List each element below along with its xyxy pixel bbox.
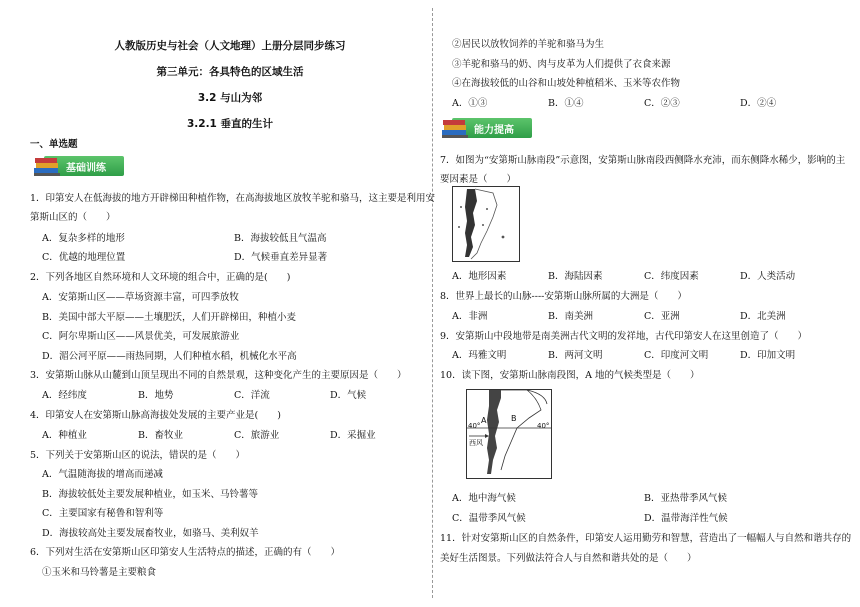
badge-label: 能力提高	[474, 125, 514, 136]
q5-stem: 5．下列关于安第斯山区的说法，错误的是（ ）	[30, 450, 246, 461]
q8-option-c[interactable]: C．亚洲	[644, 311, 680, 322]
q4-option-c[interactable]: C．旅游业	[234, 430, 280, 441]
q1-stem: 1．印第安人在低海拔的地方开辟梯田种植作物，在高海拔地区放牧羊驼和骆马，这主要是利用安	[30, 193, 436, 204]
q4-option-b[interactable]: B．畜牧业	[138, 430, 183, 441]
q2-option-d[interactable]: D．湄公河平原——雨热同期，人们种植水稻，机械化水平高	[42, 351, 297, 362]
q1-stem-cont: 第斯山区的（ ）	[30, 212, 116, 223]
q10-stem: 10．读下图，安第斯山脉南段图，A 地的气候类型是（ ）	[440, 370, 700, 381]
q6-statement-4: ④在海拔较低的山谷和山坡处种植稻米、玉米等农作物	[452, 78, 681, 89]
q7-option-b[interactable]: B．海陆因素	[548, 271, 603, 282]
document-title: 人教版历史与社会（人文地理）上册分层同步练习	[114, 40, 346, 52]
lesson-title: 3.2 与山为邻	[197, 92, 263, 104]
q1-option-d[interactable]: D．气候垂直差异显著	[234, 252, 328, 263]
q5-option-d[interactable]: D．海拔较高处主要发展畜牧业，如骆马、美利奴羊	[42, 528, 259, 539]
column-divider	[432, 8, 433, 598]
map-label-b: B	[511, 414, 517, 423]
q10-option-c[interactable]: C．温带季风气候	[452, 513, 526, 524]
south-andes-map-image	[453, 187, 519, 261]
andes-south-map-image	[467, 390, 551, 478]
q6-statement-1: ①玉米和马铃薯是主要粮食	[42, 567, 157, 578]
q5-option-c[interactable]: C．主要国家有秘鲁和智利等	[42, 508, 164, 519]
q2-option-b[interactable]: B．美国中部大平原——土壤肥沃，人们开辟梯田，种植小麦	[42, 312, 296, 323]
q9-stem: 9．安第斯山中段地带是南美洲古代文明的发祥地，古代印第安人在这里创造了（ ）	[440, 331, 808, 342]
q10-option-b[interactable]: B．亚热带季风气候	[644, 493, 727, 504]
unit-title: 第三单元：各具特色的区域生活	[156, 66, 304, 78]
q7-andes-map	[452, 186, 520, 262]
q7-option-d[interactable]: D．人类活动	[740, 271, 796, 282]
q4-stem: 4．印第安人在安第斯山脉高海拔处发展的主要产业是( )	[30, 410, 281, 421]
badge-label: 基础训练	[66, 163, 106, 174]
q5-option-a[interactable]: A．气温随海拔的增高而递减	[42, 469, 163, 480]
q1-option-c[interactable]: C．优越的地理位置	[42, 252, 126, 263]
map-label-a: A	[481, 416, 487, 425]
q6-option-c[interactable]: C．②③	[644, 98, 680, 109]
q9-option-b[interactable]: B．两河文明	[548, 350, 603, 361]
q3-option-c[interactable]: C．洋流	[234, 390, 270, 401]
q3-option-d[interactable]: D．气候	[330, 390, 367, 401]
q4-option-a[interactable]: A．种植业	[42, 430, 87, 441]
q2-stem: 2．下列各地区自然环境和人文环境的组合中，正确的是( )	[30, 272, 291, 283]
q9-option-c[interactable]: C．印度河文明	[644, 350, 709, 361]
map-latitude-left: 40°	[468, 422, 481, 430]
q11-stem: 11．针对安第斯山区的自然条件，印第安人运用勤劳和智慧，营造出了一幅幅人与自然和谐共存的	[440, 533, 852, 544]
q6-option-d[interactable]: D．②④	[740, 98, 777, 109]
q11-stem-cont: 美好生活图景。下列做法符合人与自然和谐共处的是（ ）	[440, 553, 697, 564]
q8-option-d[interactable]: D．北美洲	[740, 311, 786, 322]
q10-option-d[interactable]: D．温带海洋性气候	[644, 513, 728, 524]
basic-training-badge	[32, 152, 124, 178]
q6-stem: 6．下列对生活在安第斯山区印第安人生活特点的描述，正确的有（ ）	[30, 547, 341, 558]
map-latitude-right: 40°	[537, 422, 550, 430]
books-icon	[32, 152, 62, 178]
q1-option-b[interactable]: B．海拔较低且气温高	[234, 233, 327, 244]
q6-option-b[interactable]: B．①④	[548, 98, 584, 109]
q4-option-d[interactable]: D．采掘业	[330, 430, 376, 441]
q8-option-a[interactable]: A．非洲	[452, 311, 488, 322]
q10-andes-map	[466, 389, 552, 479]
q3-option-a[interactable]: A．经纬度	[42, 390, 87, 401]
q2-option-a[interactable]: A．安第斯山区——草场资源丰富，可四季放牧	[42, 292, 239, 303]
q8-option-b[interactable]: B．南美洲	[548, 311, 593, 322]
q9-option-d[interactable]: D．印加文明	[740, 350, 796, 361]
q5-option-b[interactable]: B．海拔较低处主要发展种植业，如玉米、马铃薯等	[42, 489, 258, 500]
q2-option-c[interactable]: C．阿尔卑斯山区——风景优美，可发展旅游业	[42, 331, 240, 342]
q7-option-c[interactable]: C．纬度因素	[644, 271, 699, 282]
section-title: 3.2.1 垂直的生计	[186, 118, 274, 130]
books-icon	[440, 114, 470, 140]
q1-option-a[interactable]: A．复杂多样的地形	[42, 233, 125, 244]
q6-option-a[interactable]: A．①③	[452, 98, 488, 109]
q3-stem: 3．安第斯山脉从山麓到山顶呈现出不同的自然景观，这种变化产生的主要原因是（ ）	[30, 370, 407, 381]
q7-option-a[interactable]: A．地形因素	[452, 271, 507, 282]
q8-stem: 8．世界上最长的山脉----安第斯山脉所属的大洲是（ ）	[440, 291, 687, 302]
q3-option-b[interactable]: B．地势	[138, 390, 174, 401]
map-westerly-label: 西风	[469, 439, 483, 447]
q6-statement-3: ③羊驼和骆马的奶、肉与皮革为人们提供了衣食来源	[452, 59, 671, 70]
ability-badge	[440, 114, 532, 140]
question-type-label: 一、单选题	[30, 139, 78, 150]
q7-stem: 7．如图为“安第斯山脉南段”示意图，安第斯山脉南段西侧降水充沛，而东侧降水稀少，影响的主	[440, 155, 846, 166]
q10-option-a[interactable]: A．地中海气候	[452, 493, 516, 504]
q6-statement-2: ②居民以放牧饲养的羊驼和骆马为生	[452, 39, 605, 50]
q9-option-a[interactable]: A．玛雅文明	[452, 350, 507, 361]
q7-stem-cont: 要因素是（ ）	[440, 174, 517, 185]
